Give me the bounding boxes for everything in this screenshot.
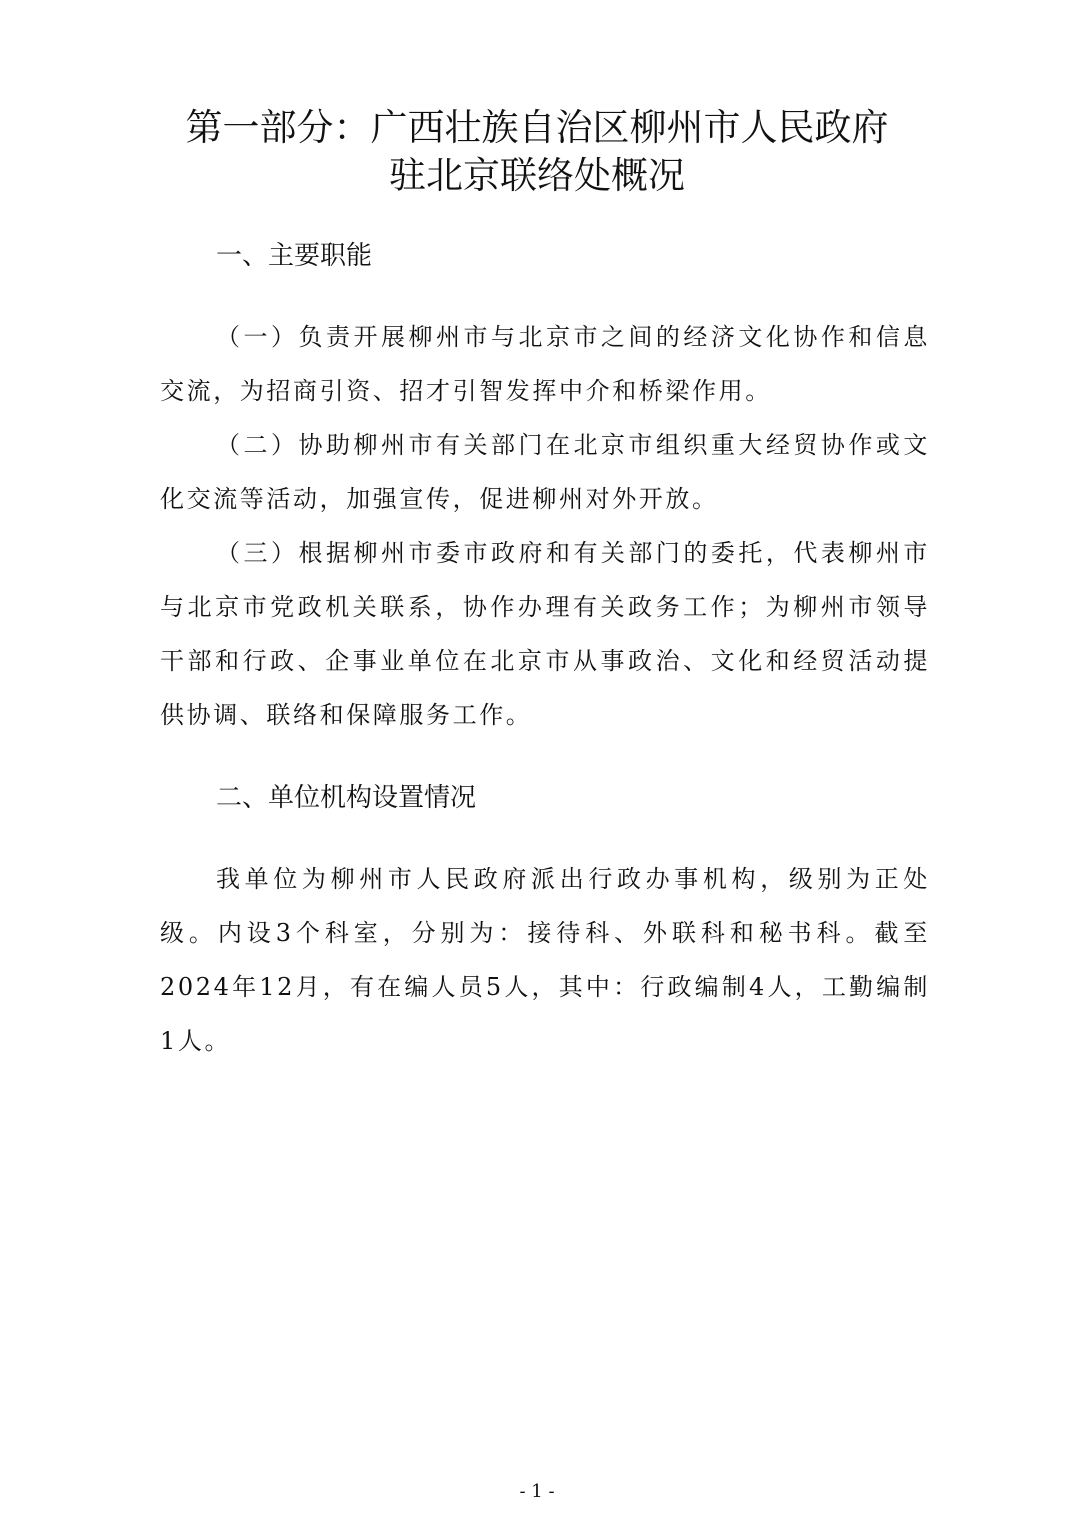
paragraph-function-1: （一）负责开展柳州市与北京市之间的经济文化协作和信息交流，为招商引资、招才引智发挥中介和桥梁作用。 xyxy=(160,323,930,405)
page-number: - 1 - xyxy=(519,1481,555,1502)
title-line-2: 驻北京联络处概况 xyxy=(389,154,685,197)
section-heading-organization: 二、单位机构设置情况 xyxy=(216,783,477,813)
paragraph-function-2: （二）协助柳州市有关部门在北京市组织重大经贸协作或文化交流等活动，加强宣传，促进柳州对外开放。 xyxy=(160,431,930,513)
title-line-1: 第一部分：广西壮族自治区柳州市人民政府 xyxy=(185,106,889,149)
page-title xyxy=(100,104,974,200)
paragraph-function-3: （三）根据柳州市委市政府和有关部门的委托，代表柳州市与北京市党政机关联系，协作办理有关政务工作；为柳州市领导干部和行政、企事业单位在北京市从事政治、文化和经贸活动提供协调、联络和保障服务工作。 xyxy=(160,539,930,729)
section-heading-main-functions: 一、主要职能 xyxy=(216,241,373,271)
paragraph-organization: 我单位为柳州市人民政府派出行政办事机构，级别为正处级。内设3个科室，分别为：接待科、外联科和秘书科。截至2024年12月，有在编人员5人，其中：行政编制4人，工勤编制1人。 xyxy=(160,865,930,1055)
